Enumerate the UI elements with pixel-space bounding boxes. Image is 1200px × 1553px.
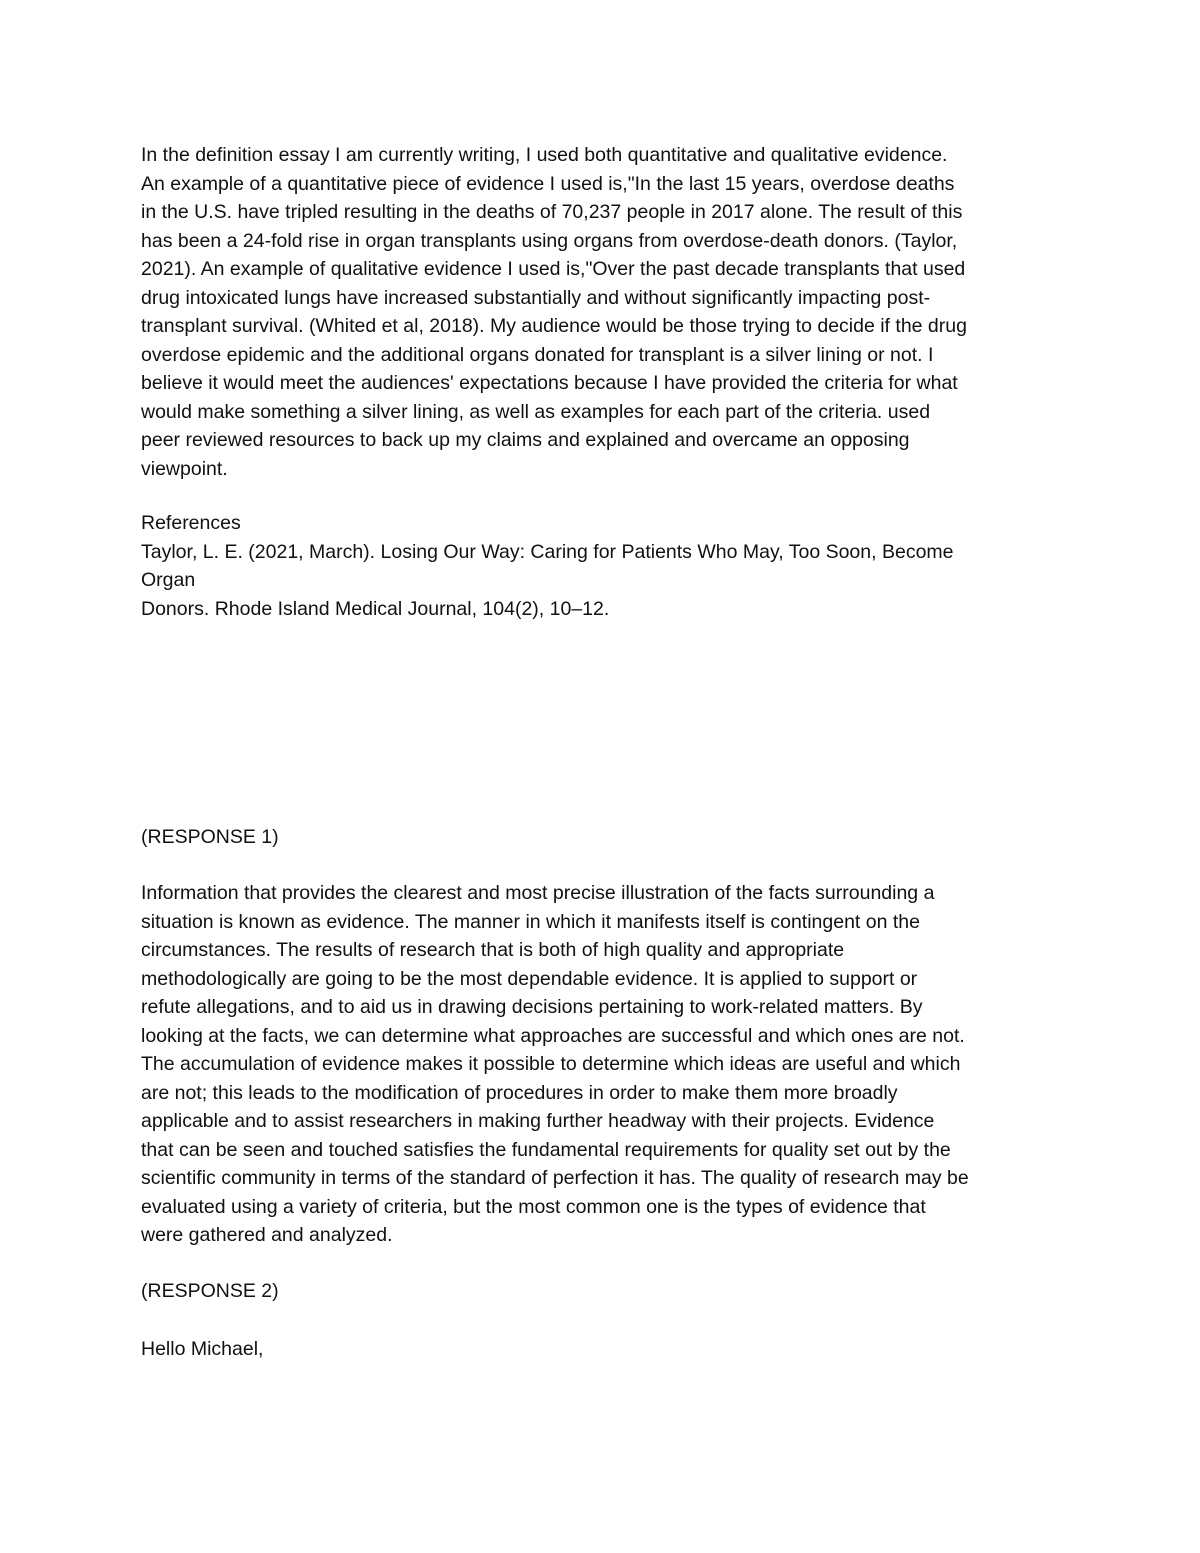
paragraph-line: circumstances. The results of research that is both of high quality and appropriate: [141, 939, 845, 961]
paragraph-line: evaluated using a variety of criteria, but the most common one is the types of evidence that: [141, 1195, 926, 1218]
response-1-heading: [141, 823, 1076, 852]
paragraph-line: viewpoint.: [141, 457, 228, 480]
paragraph-line: refute allegations, and to aid us in drawing decisions pertaining to work-related matters. By: [141, 996, 923, 1018]
paragraph-line: were gathered and analyzed.: [141, 1224, 393, 1246]
reference-line: Taylor, L. E. (2021, March). Losing Our Way: Caring for Patients Who May, Too Soon, Become: [141, 540, 954, 563]
paragraph-line: drug intoxicated lungs have increased substantially and without significantly impacting post-: [141, 286, 931, 309]
paragraph-line: believe it would meet the audiences' expectations because I have provided the criteria for what: [141, 372, 958, 394]
reference-line: Donors. Rhode Island Medical Journal, 104(2), 10–12.: [141, 597, 610, 620]
paragraph-line: in the U.S. have tripled resulting in the deaths of 70,237 people in 2017 alone. The result of this: [141, 201, 963, 223]
paragraph-line: 2021). An example of qualitative evidence I used is,"Over the past decade transplants that used: [141, 258, 966, 280]
response-1-heading-text: (RESPONSE 1): [141, 826, 279, 848]
response-2-heading: [141, 1277, 1076, 1306]
intro-paragraph: [141, 141, 1076, 483]
paragraph-line: looking at the facts, we can determine what approaches are successful and which ones are not.: [141, 1024, 965, 1047]
paragraph-line: The accumulation of evidence makes it possible to determine which ideas are useful and which: [141, 1053, 961, 1075]
reference-line: Organ: [141, 569, 196, 591]
paragraph-line: methodologically are going to be the most dependable evidence. It is applied to support or: [141, 967, 918, 990]
paragraph-line: peer reviewed resources to back up my claims and explained and overcame an opposing: [141, 429, 910, 451]
response-1-paragraph: [141, 879, 1076, 1250]
references-heading: References: [141, 512, 241, 534]
paragraph-line: In the definition essay I am currently writing, I used both quantitative and qualitative evidence.: [141, 144, 948, 166]
paragraph-line: has been a 24-fold rise in organ transplants using organs from overdose-death donors. (Taylor,: [141, 229, 958, 252]
paragraph-line: overdose epidemic and the additional organs donated for transplant is a silver lining or not. I: [141, 343, 934, 366]
references-section: [141, 509, 1076, 623]
paragraph-line: Information that provides the clearest and most precise illustration of the facts surrounding a: [141, 882, 935, 904]
paragraph-line: transplant survival. (Whited et al, 2018). My audience would be those trying to decide if the drug: [141, 315, 967, 337]
paragraph-line: An example of a quantitative piece of evidence I used is,"In the last 15 years, overdose deaths: [141, 172, 955, 195]
response-2-heading-text: (RESPONSE 2): [141, 1280, 279, 1302]
paragraph-line: would make something a silver lining, as well as examples for each part of the criteria. used: [141, 400, 931, 423]
paragraph-line: situation is known as evidence. The manner in which it manifests itself is contingent on the: [141, 910, 920, 933]
paragraph-line: scientific community in terms of the standard of perfection it has. The quality of research may be: [141, 1167, 969, 1189]
greeting-text: Hello Michael,: [141, 1338, 264, 1360]
paragraph-line: applicable and to assist researchers in making further headway with their projects. Evidence: [141, 1110, 935, 1132]
greeting: [141, 1335, 1076, 1364]
paragraph-line: that can be seen and touched satisfies the fundamental requirements for quality set out by the: [141, 1138, 951, 1161]
paragraph-line: are not; this leads to the modification of procedures in order to make them more broadly: [141, 1081, 898, 1104]
